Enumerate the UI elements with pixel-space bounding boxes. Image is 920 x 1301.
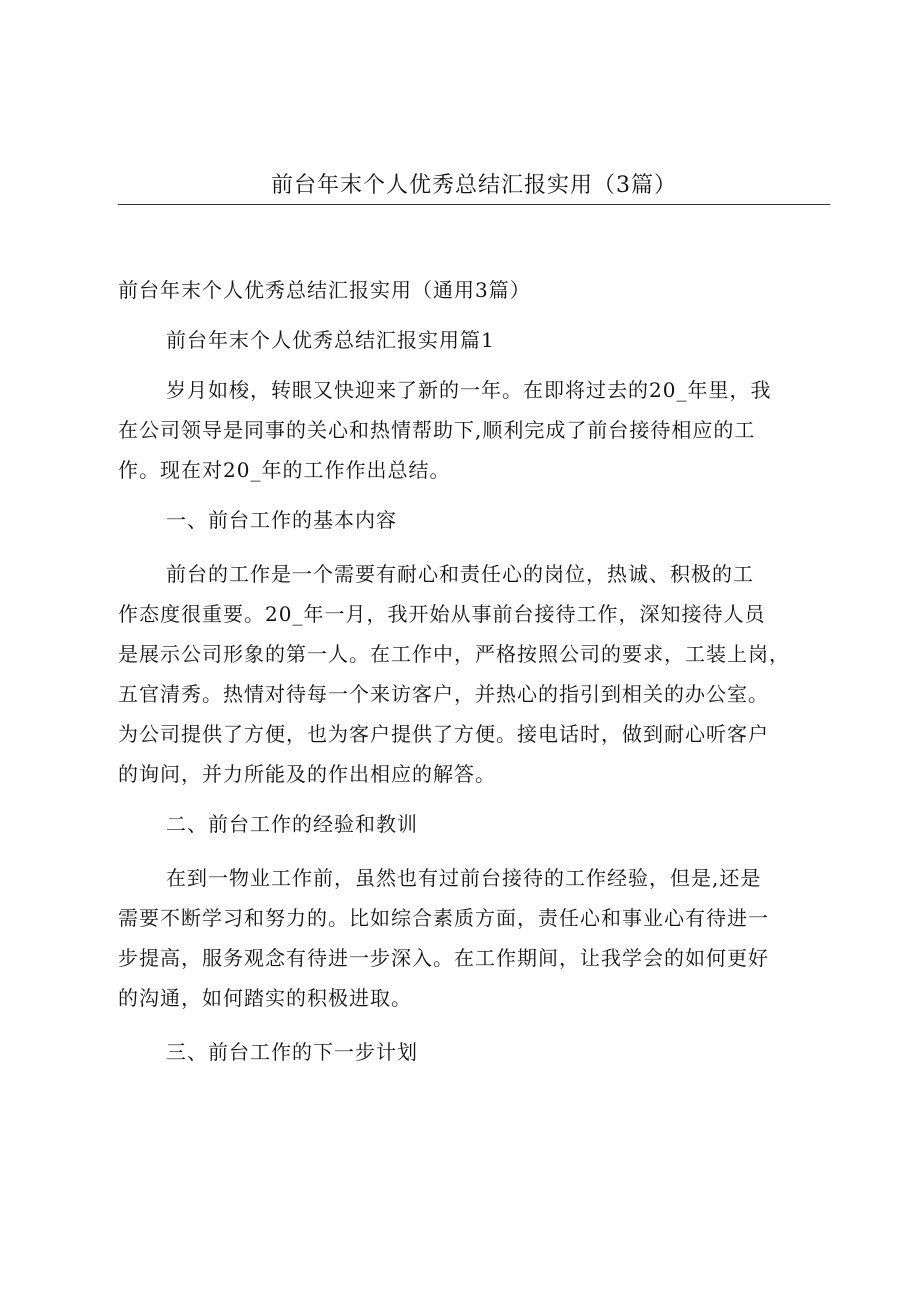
paragraph-experience [118,858,830,1018]
paragraph-line: 五官清秀。热情对待每一个来访客户，并热心的指引到相关的办公室。 [118,682,769,706]
paragraph-line: 在公司领导是同事的关心和热情帮助下,顺利完成了前台接待相应的工 [118,418,756,442]
section-heading: 三、前台工作的下一步计划 [166,1040,418,1064]
paragraph-line: 前台的工作是一个需要有耐心和责任心的岗位，热诚、积极的工 [166,562,754,586]
document-body [118,270,830,1072]
paragraph-line: 作。现在对20_年的工作作出总结。 [118,458,451,482]
document-subtitle: 前台年末个人优秀总结汇报实用（通用3篇） [118,278,531,302]
document-title: 前台年末个人优秀总结汇报实用（3篇） [118,168,830,205]
paragraph-line: 作态度很重要。20_年一月，我开始从事前台接待工作，深知接待人员 [118,602,766,626]
section-heading: 一、前台工作的基本内容 [166,508,397,532]
paragraph-line: 的询问，并力所能及的作出相应的解答。 [118,762,496,786]
paragraph-line: 是展示公司形象的第一人。在工作中，严格按照公司的要求，工装上岗， [118,642,790,666]
paragraph-line: 需要不断学习和努力的。比如综合素质方面，责任心和事业心有待进一 [118,906,769,930]
paragraph-line: 步提高，服务观念有待进一步深入。在工作期间，让我学会的如何更好 [118,946,769,970]
paragraph-intro [118,370,830,490]
paragraph-line: 为公司提供了方便，也为客户提供了方便。接电话时，做到耐心听客户 [118,722,769,746]
paragraph-line: 在到一物业工作前，虽然也有过前台接待的工作经验，但是,还是 [166,866,762,890]
paragraph-basic-content [118,554,830,794]
chapter-heading: 前台年末个人优秀总结汇报实用篇1 [166,328,495,352]
paragraph-line: 岁月如梭，转眼又快迎来了新的一年。在即将过去的20_年里，我 [166,378,772,402]
section-heading: 二、前台工作的经验和教训 [166,812,418,836]
paragraph-line: 的沟通，如何踏实的积极进取。 [118,986,412,1010]
